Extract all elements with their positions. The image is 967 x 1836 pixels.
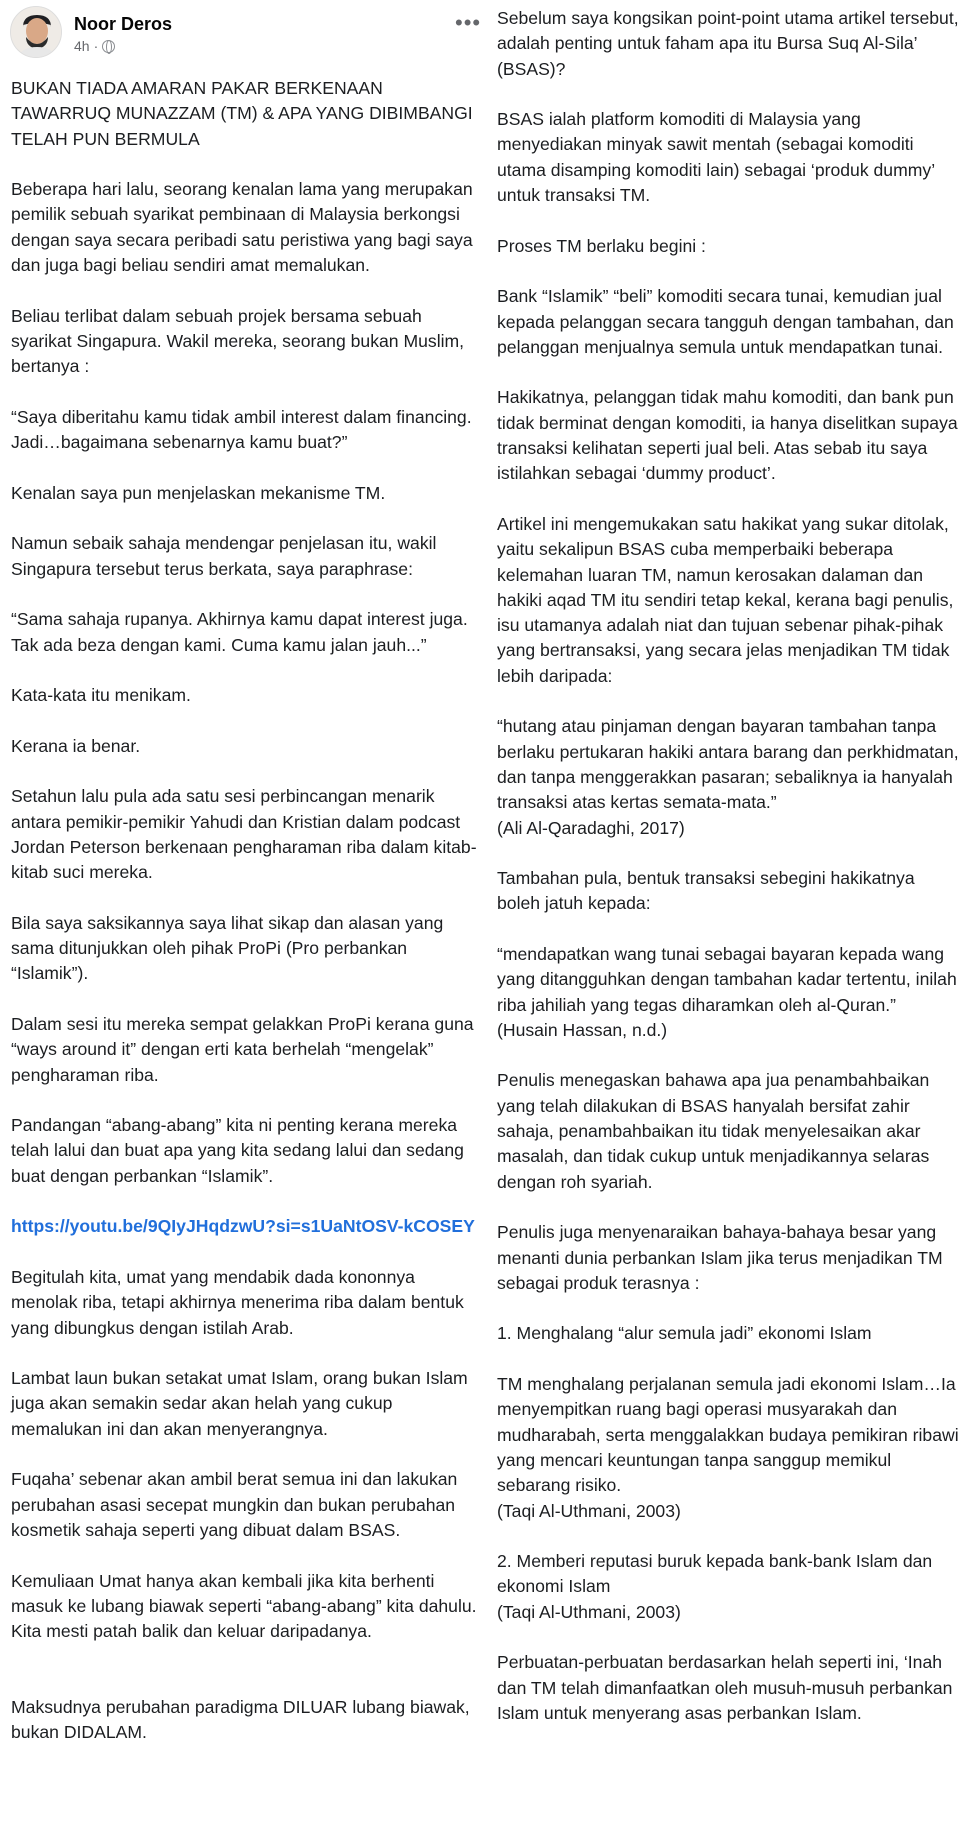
post-title: BUKAN TIADA AMARAN PAKAR BERKENAAN TAWARRUQ MUNAZZAM (TM) & APA YANG DIBIMBANGI TELAH PUN BERMULA xyxy=(11,78,473,149)
paragraph: Kenalan saya pun menjelaskan mekanisme TM. xyxy=(11,482,386,503)
paragraph: Proses TM berlaku begini : xyxy=(497,235,706,256)
paragraph: Perbuatan-perbuatan berdasarkan helah seperti ini, ‘Inah dan TM telah dimanfaatkan oleh musuh-musuh perbankan Islam untuk menyerang asas perbankan Islam. xyxy=(497,1652,953,1723)
paragraph: Setahun lalu pula ada satu sesi perbincangan menarik antara pemikir-pemikir Yahudi dan Kristian dalam podcast Jordan Peterson berkenaan pengharaman riba dalam kitab-kitab suci mereka. xyxy=(11,786,477,883)
more-options-button[interactable]: ••• xyxy=(455,10,482,35)
paragraph: Kata-kata itu menikam. xyxy=(11,685,191,706)
paragraph: Bila saya saksikannya saya lihat sikap dan alasan yang sama ditunjukkan oleh pihak ProPi (Pro perbankan “Islamik”). xyxy=(11,912,444,984)
paragraph: Penulis menegaskan bahawa apa jua penambahbaikan yang telah dilakukan di BSAS hanyalah bersifat zahir sahaja, penambahbaikan itu tidak menyelesaikan akar masalah, dan tidak cukup untuk menjadikannya selaras dengan roh syariah. xyxy=(497,1070,930,1192)
paragraph: Sebelum saya kongsikan point-point utama artikel tersebut, adalah penting untuk faham apa itu Bursa Suq Al-Sila’ (BSAS)? xyxy=(497,8,959,79)
paragraph: Kerana ia benar. xyxy=(11,735,141,756)
paragraph: “Saya diberitahu kamu tidak ambil interest dalam financing. Jadi…bagaimana sebenarnya kamu buat?” xyxy=(11,406,472,453)
quote-paragraph: “hutang atau pinjaman dengan bayaran tambahan tanpa berlaku pertukaran hakiki antara barang dan perkhidmatan, dan tanpa menggerakkan pasaran; sebaliknya ia hanyalah transaksi atas kertas semata-mata.” (Ali Al-Qaradaghi, 2017) xyxy=(497,716,959,838)
paragraph: Beberapa hari lalu, seorang kenalan lama yang merupakan pemilik sebuah syarikat pembinaan di Malaysia berkongsi dengan saya secara peribadi satu peristiwa yang bagi saya dan juga bagi beliau sendiri amat memalukan. xyxy=(11,179,473,276)
post-meta xyxy=(74,38,115,54)
spacer xyxy=(11,1670,484,1695)
globe-icon xyxy=(102,40,115,53)
list-point: 2. Memberi reputasi buruk kepada bank-bank Islam dan ekonomi Islam (Taqi Al-Uthmani, 2003) xyxy=(497,1551,933,1622)
closing-paragraph: Maksudnya perubahan paradigma DILUAR lubang biawak, bukan DIDALAM. xyxy=(11,1696,470,1742)
paragraph: Lambat laun bukan setakat umat Islam, orang bukan Islam juga akan semakin sedar akan helah yang cukup memalukan ini dan akan menyerangnya. xyxy=(11,1368,468,1439)
paragraph: TM menghalang perjalanan semula jadi ekonomi Islam…Ia menyempitkan ruang bagi operasi musyarakah dan mudharabah, serta menggalakkan budaya pemikiran ribawi yang mencari keuntungan tanpa sanggup memikul sebarang risiko. (Taqi Al-Uthmani, 2003) xyxy=(497,1374,959,1521)
left-column xyxy=(0,0,490,1771)
paragraph: Bank “Islamik” “beli” komoditi secara tunai, kemudian jual kepada pelanggan secara tangguh dengan tambahan, dan pelanggan menjualnya semula untuk mendapatkan tunai. xyxy=(497,286,954,357)
paragraph: Fuqaha’ sebenar akan ambil berat semua ini dan lakukan perubahan asasi secepat mungkin dan bukan perubahan kosmetik sahaja seperti yang dibuat dalam BSAS. xyxy=(11,1469,458,1540)
paragraph: BSAS ialah platform komoditi di Malaysia yang menyediakan minyak sawit mentah (sebagai komoditi utama disamping komoditi lain) sebagai ‘produk dummy’ untuk transaksi TM. xyxy=(497,109,935,206)
paragraph: Tambahan pula, bentuk transaksi sebegini hakikatnya boleh jatuh kepada: xyxy=(497,868,915,914)
post-body-left xyxy=(0,76,490,1745)
paragraph: Artikel ini mengemukakan satu hakikat yang sukar ditolak, yaitu sekalipun BSAS cuba memperbaiki beberapa kelemahan luaran TM, namun kerosakan dalaman dan hakiki aqad TM itu sendiri tetap kekal, kerana bagi penulis, isu utamanya adalah niat dan tujuan sebenar pihak-pihak yang bertransaksi, yang secara jelas menjadikan TM tidak lebih daripada: xyxy=(497,513,954,686)
paragraph: Pandangan “abang-abang” kita ni penting kerana mereka telah lalui dan buat apa yang kita sedang lalui dan sedang buat dengan perbankan “Islamik”. xyxy=(11,1115,464,1186)
post-body-right xyxy=(497,0,967,1726)
paragraph: Dalam sesi itu mereka sempat gelakkan ProPi kerana guna “ways around it” dengan erti kata berhelah “mengelak” pengharaman riba. xyxy=(11,1013,474,1085)
paragraph: Beliau terlibat dalam sebuah projek bersama sebuah syarikat Singapura. Wakil mereka, seorang bukan Muslim, bertanya : xyxy=(11,305,465,377)
youtube-link[interactable]: https://youtu.be/9QIyJHqdzwU?si=s1UaNtOSV-kCOSEY xyxy=(11,1216,475,1237)
paragraph: Penulis juga menyenaraikan bahaya-bahaya besar yang menanti dunia perbankan Islam jika terus menjadikan TM sebagai produk terasnya : xyxy=(497,1222,943,1293)
post-time[interactable]: 4h xyxy=(74,38,90,54)
paragraph: Kemuliaan Umat hanya akan kembali jika kita berhenti masuk ke lubang biawak seperti “abang-abang” kita dahulu. Kita mesti patah balik dan keluar daripadanya. xyxy=(11,1570,477,1642)
avatar-image xyxy=(11,7,62,58)
paragraph: “Sama sahaja rupanya. Akhirnya kamu dapat interest juga. Tak ada beza dengan kami. Cuma kamu jalan jauh...” xyxy=(11,609,468,655)
author-name[interactable]: Noor Deros xyxy=(74,14,173,34)
quote-paragraph: “mendapatkan wang tunai sebagai bayaran kepada wang yang ditangguhkan dengan tambahan kadar tertentu, inilah riba jahiliah yang tegas diharamkan oleh al-Quran.” (Husain Hassan, n.d.) xyxy=(497,943,957,1040)
paragraph: Begitulah kita, umat yang mendabik dada kononnya menolak riba, tetapi akhirnya menerima riba dalam bentuk yang dibungkus dengan istilah Arab. xyxy=(11,1266,464,1338)
list-point: 1. Menghalang “alur semula jadi” ekonomi Islam xyxy=(497,1323,872,1344)
avatar[interactable] xyxy=(10,6,62,58)
post-header xyxy=(0,0,490,62)
paragraph: Namun sebaik sahaja mendengar penjelasan itu, wakil Singapura tersebut terus berkata, saya paraphrase: xyxy=(11,533,437,579)
paragraph: Hakikatnya, pelanggan tidak mahu komoditi, dan bank pun tidak berminat dengan komoditi, ia hanya diselitkan supaya transaksi kelihatan seperti jual beli. Atas sebab itu saya istilahkan sebagai ‘dummy product’. xyxy=(497,387,958,484)
meta-separator: · xyxy=(93,38,99,54)
right-column xyxy=(497,0,967,1751)
